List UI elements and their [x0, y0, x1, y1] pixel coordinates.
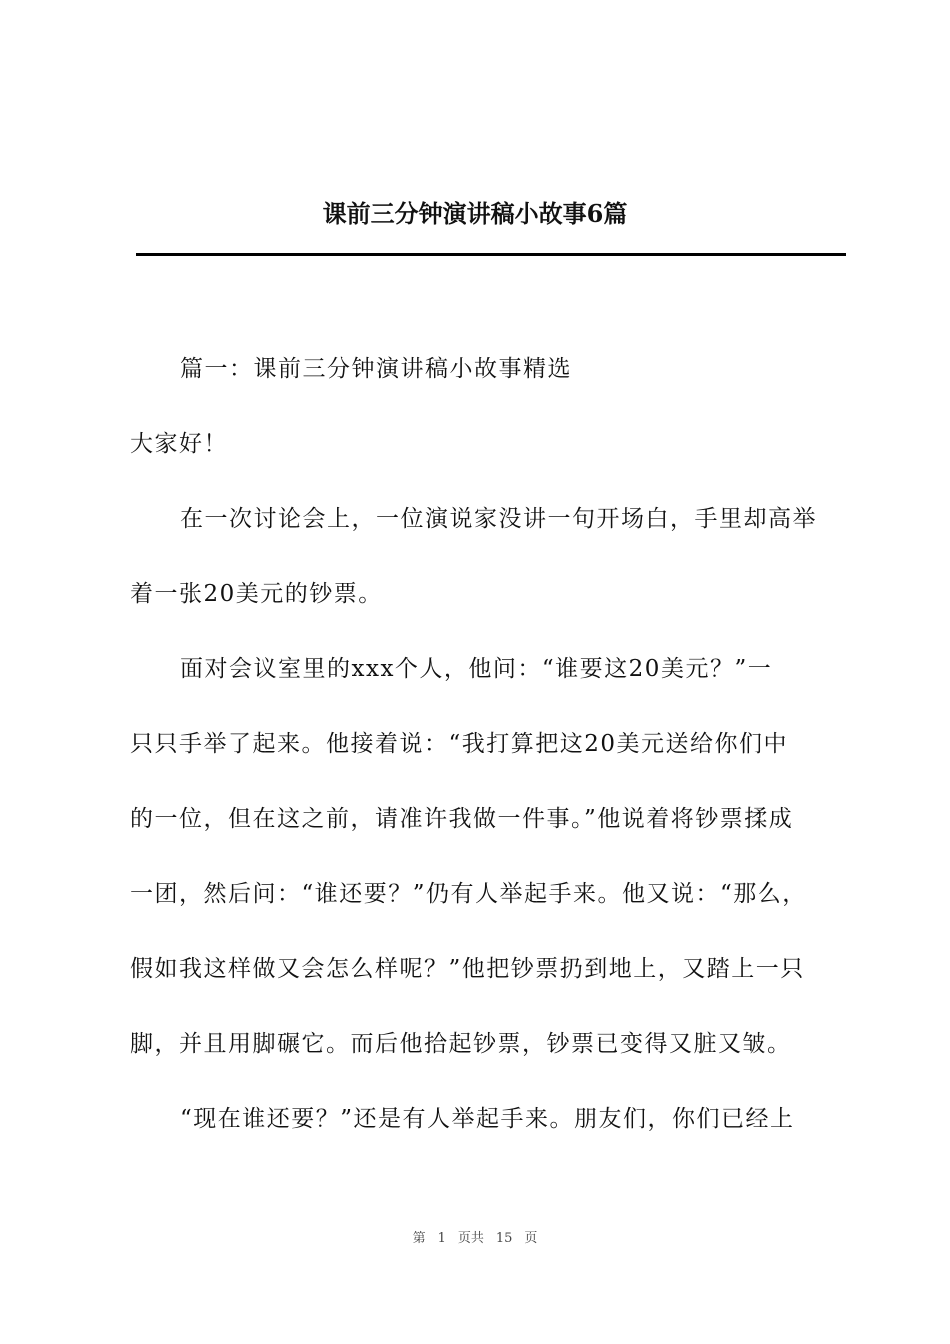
greeting-line: 大家好！: [130, 431, 228, 457]
footer-label-page: 第: [412, 1231, 426, 1246]
body-line: 一团，然后问：“谁还要？”仍有人举起手来。他又说：“那么，: [130, 881, 807, 907]
body-line: 的一位，但在这之前，请准许我做一件事。”他说着将钞票揉成: [130, 806, 794, 832]
footer-label-of: 页共: [457, 1231, 484, 1246]
body-line: 在一次讨论会上，一位演说家没讲一句开场白，手里却高举: [180, 506, 817, 532]
body-line: 面对会议室里的xxx个人，他问：“谁要这20美元？”一: [180, 656, 773, 682]
body-line: “现在谁还要？”还是有人举起手来。朋友们，你们已经上: [180, 1106, 795, 1132]
footer-page-number: 1: [437, 1231, 446, 1246]
footer-label-pages: 页: [524, 1231, 538, 1246]
body-line: 脚，并且用脚碾它。而后他拾起钞票，钞票已变得又脏又皱。: [130, 1031, 792, 1057]
title-underline: [136, 253, 846, 256]
body-line: 只只手举了起来。他接着说：“我打算把这20美元送给你们中: [130, 731, 789, 757]
body-line: 假如我这样做又会怎么样呢？”他把钞票扔到地上，又踏上一只: [130, 956, 805, 982]
footer-total-pages: 15: [495, 1231, 513, 1246]
section-heading: 篇一：课前三分钟演讲稿小故事精选: [180, 356, 572, 382]
page-footer: [0, 1229, 950, 1249]
document-title: 课前三分钟演讲稿小故事6篇: [322, 199, 628, 228]
body-line: 着一张20美元的钞票。: [130, 581, 383, 607]
